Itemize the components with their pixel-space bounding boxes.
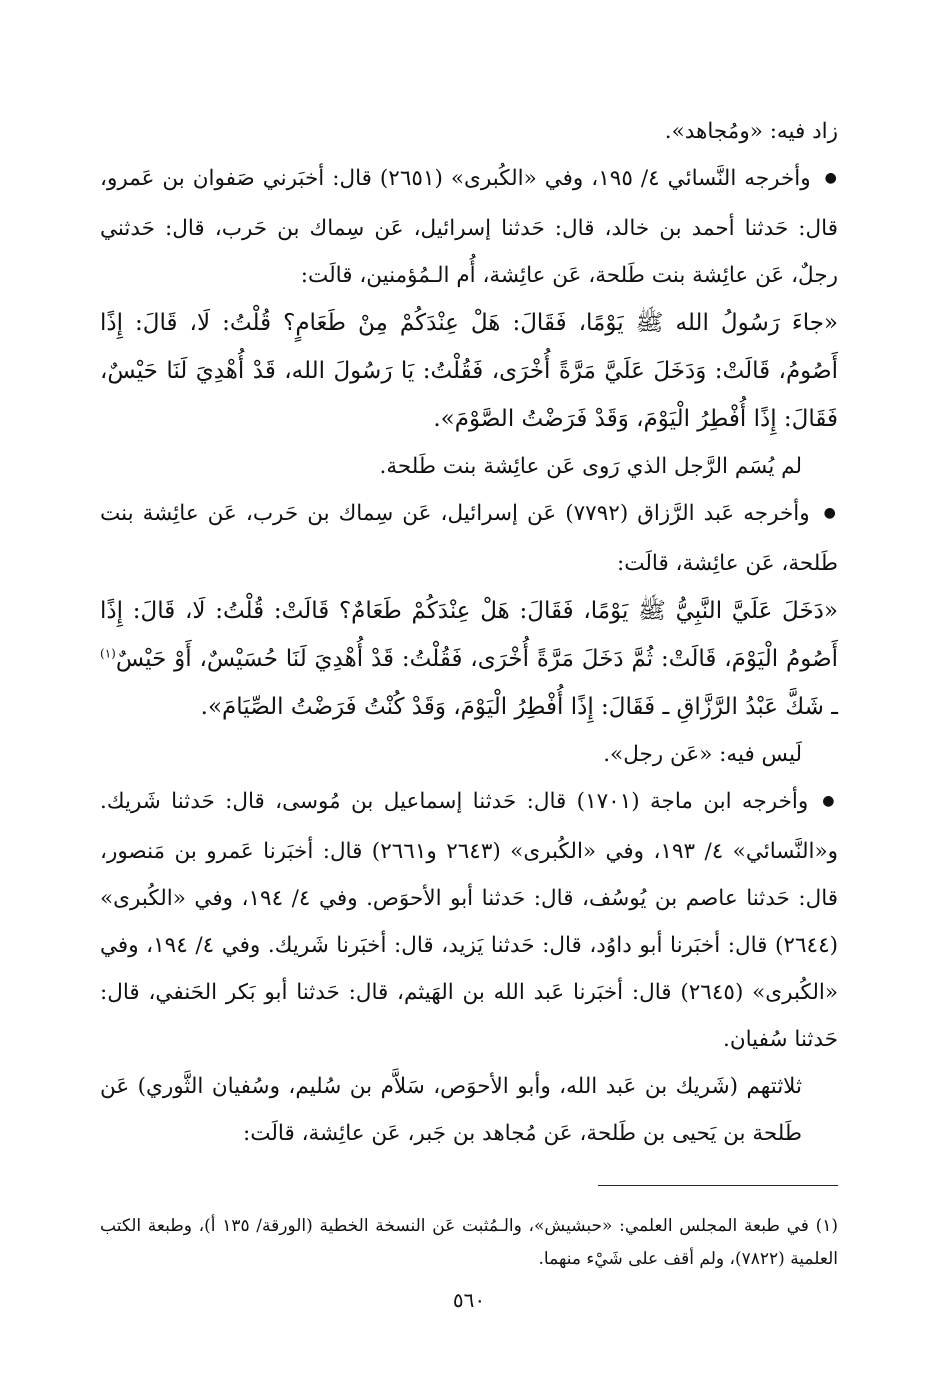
paragraph-addition: زاد فيه: «ومُجاهد». — [664, 119, 838, 144]
paragraph-hadith-text-1: «جاءَ رَسُولُ الله ﷺ يَوْمًا، فَقَالَ: هَلْ عِنْدَكُمْ مِنْ طَعَامٍ؟ قُلْتُ: لَا، قَالَ: إِذًا أَصُومُ، قَالَتْ: وَدَخَلَ عَلَيَّ مَرَّةً أُخْرَى، فَقُلْتُ: يَا رَسُولَ الله، قَدْ أُهْدِيَ لَنَا حَيْسٌ، فَقَالَ: إِذًا أُفْطِرُ الْيَوْمَ، وَقَدْ فَرَضْتُ الصَّوْمَ». — [100, 310, 838, 432]
hadith-text-2b: ـ شَكَّ عَبْدُ الرَّزَّاقِ ـ فَقَالَ: إِذًا أُفْطِرُ الْيَوْمَ، وَقَدْ كُنْتُ فَرَضْتُ الصِّيَامَ». — [200, 694, 838, 720]
main-text — [100, 108, 838, 1157]
paragraph-three-narrators: ثلاثتهم (شَريك بن عَبد الله، وأبو الأحوَص، سَلاَّم بن سُليم، وسُفيان الثَّوري) عَن طَلحة بن يَحيى بن طَلحة، عَن مُجاهد بن جَبر، عَن عائِشة، قالَت: — [100, 1074, 802, 1146]
paragraph-hadith-text-2 — [100, 587, 838, 731]
paragraph-note-unnamed: لم يُسَم الرَّجل الذي رَوى عَن عائِشة بنت طَلحة. — [379, 454, 802, 479]
footnote-text: (١) في طبعة المجلس العلمي: «حبشيش»، والـمُثبت عَن النسخة الخطية (الورقة/ ١٣٥ أ)، وطبعة الكتب العلمية (٧٨٢٢)، ولم أقف على شَيْء منهما. — [100, 1216, 838, 1269]
footnote — [100, 1210, 838, 1276]
footnote-divider — [598, 1185, 838, 1186]
hadith-text-2a: «دَخَلَ عَلَيَّ النَّبِيُّ ﷺ يَوْمًا، فَقَالَ: هَلْ عِنْدَكُمْ طَعَامٌ؟ قَالَتْ: قُلْتُ: لَا، قَالَ: إِذًا أَصُومُ الْيَوْمَ، قَالَتْ: ثُمَّ دَخَلَ مَرَّةً أُخْرَى، فَقُلْتُ: قَدْ أُهْدِيَ لَنَا حُسَيْسٌ، أَوْ حَيْسٌ — [100, 598, 838, 672]
paragraph-note-absent: لَيس فيه: «عَن رجل». — [603, 742, 802, 767]
paragraph-nasai-chain: ● وأخرجه النَّسائي ٤/ ١٩٥، وفي «الكُبرى» (٢٦٥١) قال: أخبَرني صَفوان بن عَمرو، قال: حَدثنا أحمد بن خالد، قال: حَدثنا إسرائيل، عَن سِماك بن حَرب، قال: حَدثني رجلٌ، عَن عائِشة بنت طَلحة، عَن عائِشة، أُم الـمُؤمنين، قالَت: — [100, 155, 838, 299]
footnote-marker: (١) — [100, 646, 116, 661]
page-number: ٥٦٠ — [452, 1288, 486, 1312]
paragraph-ibnmajah-chain: ● وأخرجه ابن ماجة (١٧٠١) قال: حَدثنا إسماعيل بن مُوسى، قال: حَدثنا شَريك. و«النَّسائي» ٤/ ١٩٣، وفي «الكُبرى» (٢٦٤٣ و٢٦٦١) قال: أخبَرنا عَمرو بن مَنصور، قال: حَدثنا عاصم بن يُوسُف، قال: حَدثنا أبو الأحوَص. وفي ٤/ ١٩٤، وفي «الكُبرى» (٢٦٤٤) قال: أخبَرنا أبو داوُد، قال: حَدثنا يَزيد، قال: أخبَرنا شَريك. وفي ٤/ ١٩٤، وفي «الكُبرى» (٢٦٤٥) قال: أخبَرنا عَبد الله بن الهَيثم، قال: حَدثنا أبو بَكر الحَنفي، قال: حَدثنا سُفيان. — [100, 778, 838, 1063]
paragraph-abdulrazzaq-chain: ● وأخرجه عَبد الرَّزاق (٧٧٩٢) عَن إسرائيل، عَن سِماك بن حَرب، عَن عائِشة بنت طَلحة، عَن عائِشة، قالَت: — [100, 490, 838, 587]
